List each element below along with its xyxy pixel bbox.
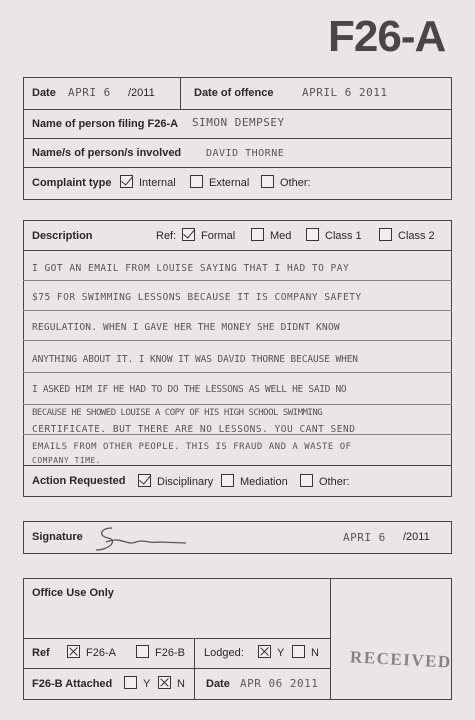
formal-label: Formal <box>201 230 236 242</box>
class1-checkbox[interactable] <box>306 228 319 241</box>
f26b-checkbox[interactable] <box>136 645 149 658</box>
med-checkbox[interactable] <box>251 228 264 241</box>
lodged-no-checkbox[interactable] <box>292 645 305 658</box>
description-line: REGULATION. WHEN I GAVE HER THE MONEY SHE DIDNT KNOW <box>32 322 340 333</box>
lodged-yes-label: Y <box>277 647 285 659</box>
involved-label: Name/s of person/s involved <box>32 147 182 159</box>
internal-checkbox[interactable] <box>120 175 133 188</box>
external-checkbox[interactable] <box>190 175 203 188</box>
disciplinary-checkbox[interactable] <box>138 474 151 487</box>
f26b-label: F26-B <box>155 647 185 659</box>
mediation-checkbox[interactable] <box>221 474 234 487</box>
action-other-checkbox[interactable] <box>300 474 313 487</box>
signature-scribble[interactable] <box>92 522 192 554</box>
description-line: I GOT AN EMAIL FROM LOUISE SAYING THAT I HAD TO PAY <box>32 263 350 274</box>
f26a-checkbox[interactable] <box>67 645 80 658</box>
filer-value[interactable]: SIMON DEMPSEY <box>192 116 285 129</box>
signature-section <box>23 521 452 554</box>
offence-date-value[interactable]: APRIL 6 2011 <box>302 86 388 99</box>
description-line: $75 FOR SWIMMING LESSONS BECAUSE IT IS COMPANY SAFETY <box>32 292 362 303</box>
attached-label: F26-B Attached <box>32 678 113 690</box>
med-label: Med <box>270 230 292 242</box>
involved-value[interactable]: DAVID THORNE <box>206 148 285 159</box>
action-requested-label: Action Requested <box>32 475 126 487</box>
date-year: /2011 <box>128 87 155 99</box>
class1-label: Class 1 <box>325 230 362 242</box>
lodged-label: Lodged: <box>204 647 244 659</box>
offence-date-label: Date of offence <box>194 87 274 99</box>
office-ref-label: Ref <box>32 647 50 659</box>
office-date-label: Date <box>206 678 230 690</box>
date-value[interactable]: APRI 6 <box>68 86 111 99</box>
office-date-stamp: APR 06 2011 <box>240 677 319 690</box>
signature-date-year: /2011 <box>403 531 430 543</box>
lodged-yes-checkbox[interactable] <box>258 645 271 658</box>
class2-checkbox[interactable] <box>379 228 392 241</box>
other-checkbox[interactable] <box>261 175 274 188</box>
other-label: Other: <box>280 177 311 189</box>
formal-checkbox[interactable] <box>182 228 195 241</box>
office-use-label: Office Use Only <box>32 587 114 599</box>
attached-yes-label: Y <box>143 678 151 690</box>
attached-no-label: N <box>177 678 185 690</box>
signature-date-value[interactable]: APRI 6 <box>343 531 386 544</box>
description-line: BECAUSE HE SHOWED LOUISE A COPY OF HIS HIGH SCHOOL SWIMMING <box>32 408 323 418</box>
f26a-label: F26-A <box>86 647 116 659</box>
mediation-label: Mediation <box>240 476 288 488</box>
received-stamp: RECEIVED <box>349 647 453 672</box>
description-line: ANYTHING ABOUT IT. I KNOW IT WAS DAVID THORNE BECAUSE WHEN <box>32 354 358 365</box>
lodged-no-label: N <box>311 647 319 659</box>
description-label: Description <box>32 230 93 242</box>
attached-yes-checkbox[interactable] <box>124 676 137 689</box>
disciplinary-label: Disciplinary <box>157 476 214 488</box>
internal-label: Internal <box>139 177 176 189</box>
form-code-title: F26-A <box>328 12 446 61</box>
external-label: External <box>209 177 250 189</box>
description-line: COMPANY TIME. <box>32 456 102 465</box>
date-label: Date <box>32 87 56 99</box>
description-line: CERTIFICATE. BUT THERE ARE NO LESSONS. YOU CANT SEND <box>32 424 356 435</box>
ref-label: Ref: <box>156 230 177 242</box>
filer-label: Name of person filing F26-A <box>32 118 179 130</box>
attached-no-checkbox[interactable] <box>158 676 171 689</box>
signature-label: Signature <box>32 531 83 543</box>
complaint-type-label: Complaint type <box>32 177 112 189</box>
description-line: EMAILS FROM OTHER PEOPLE. THIS IS FRAUD AND A WASTE OF <box>32 442 352 452</box>
class2-label: Class 2 <box>398 230 435 242</box>
description-line: I ASKED HIM IF HE HAD TO DO THE LESSONS AS WELL HE SAID NO <box>32 384 347 395</box>
action-other-label: Other: <box>319 476 350 488</box>
